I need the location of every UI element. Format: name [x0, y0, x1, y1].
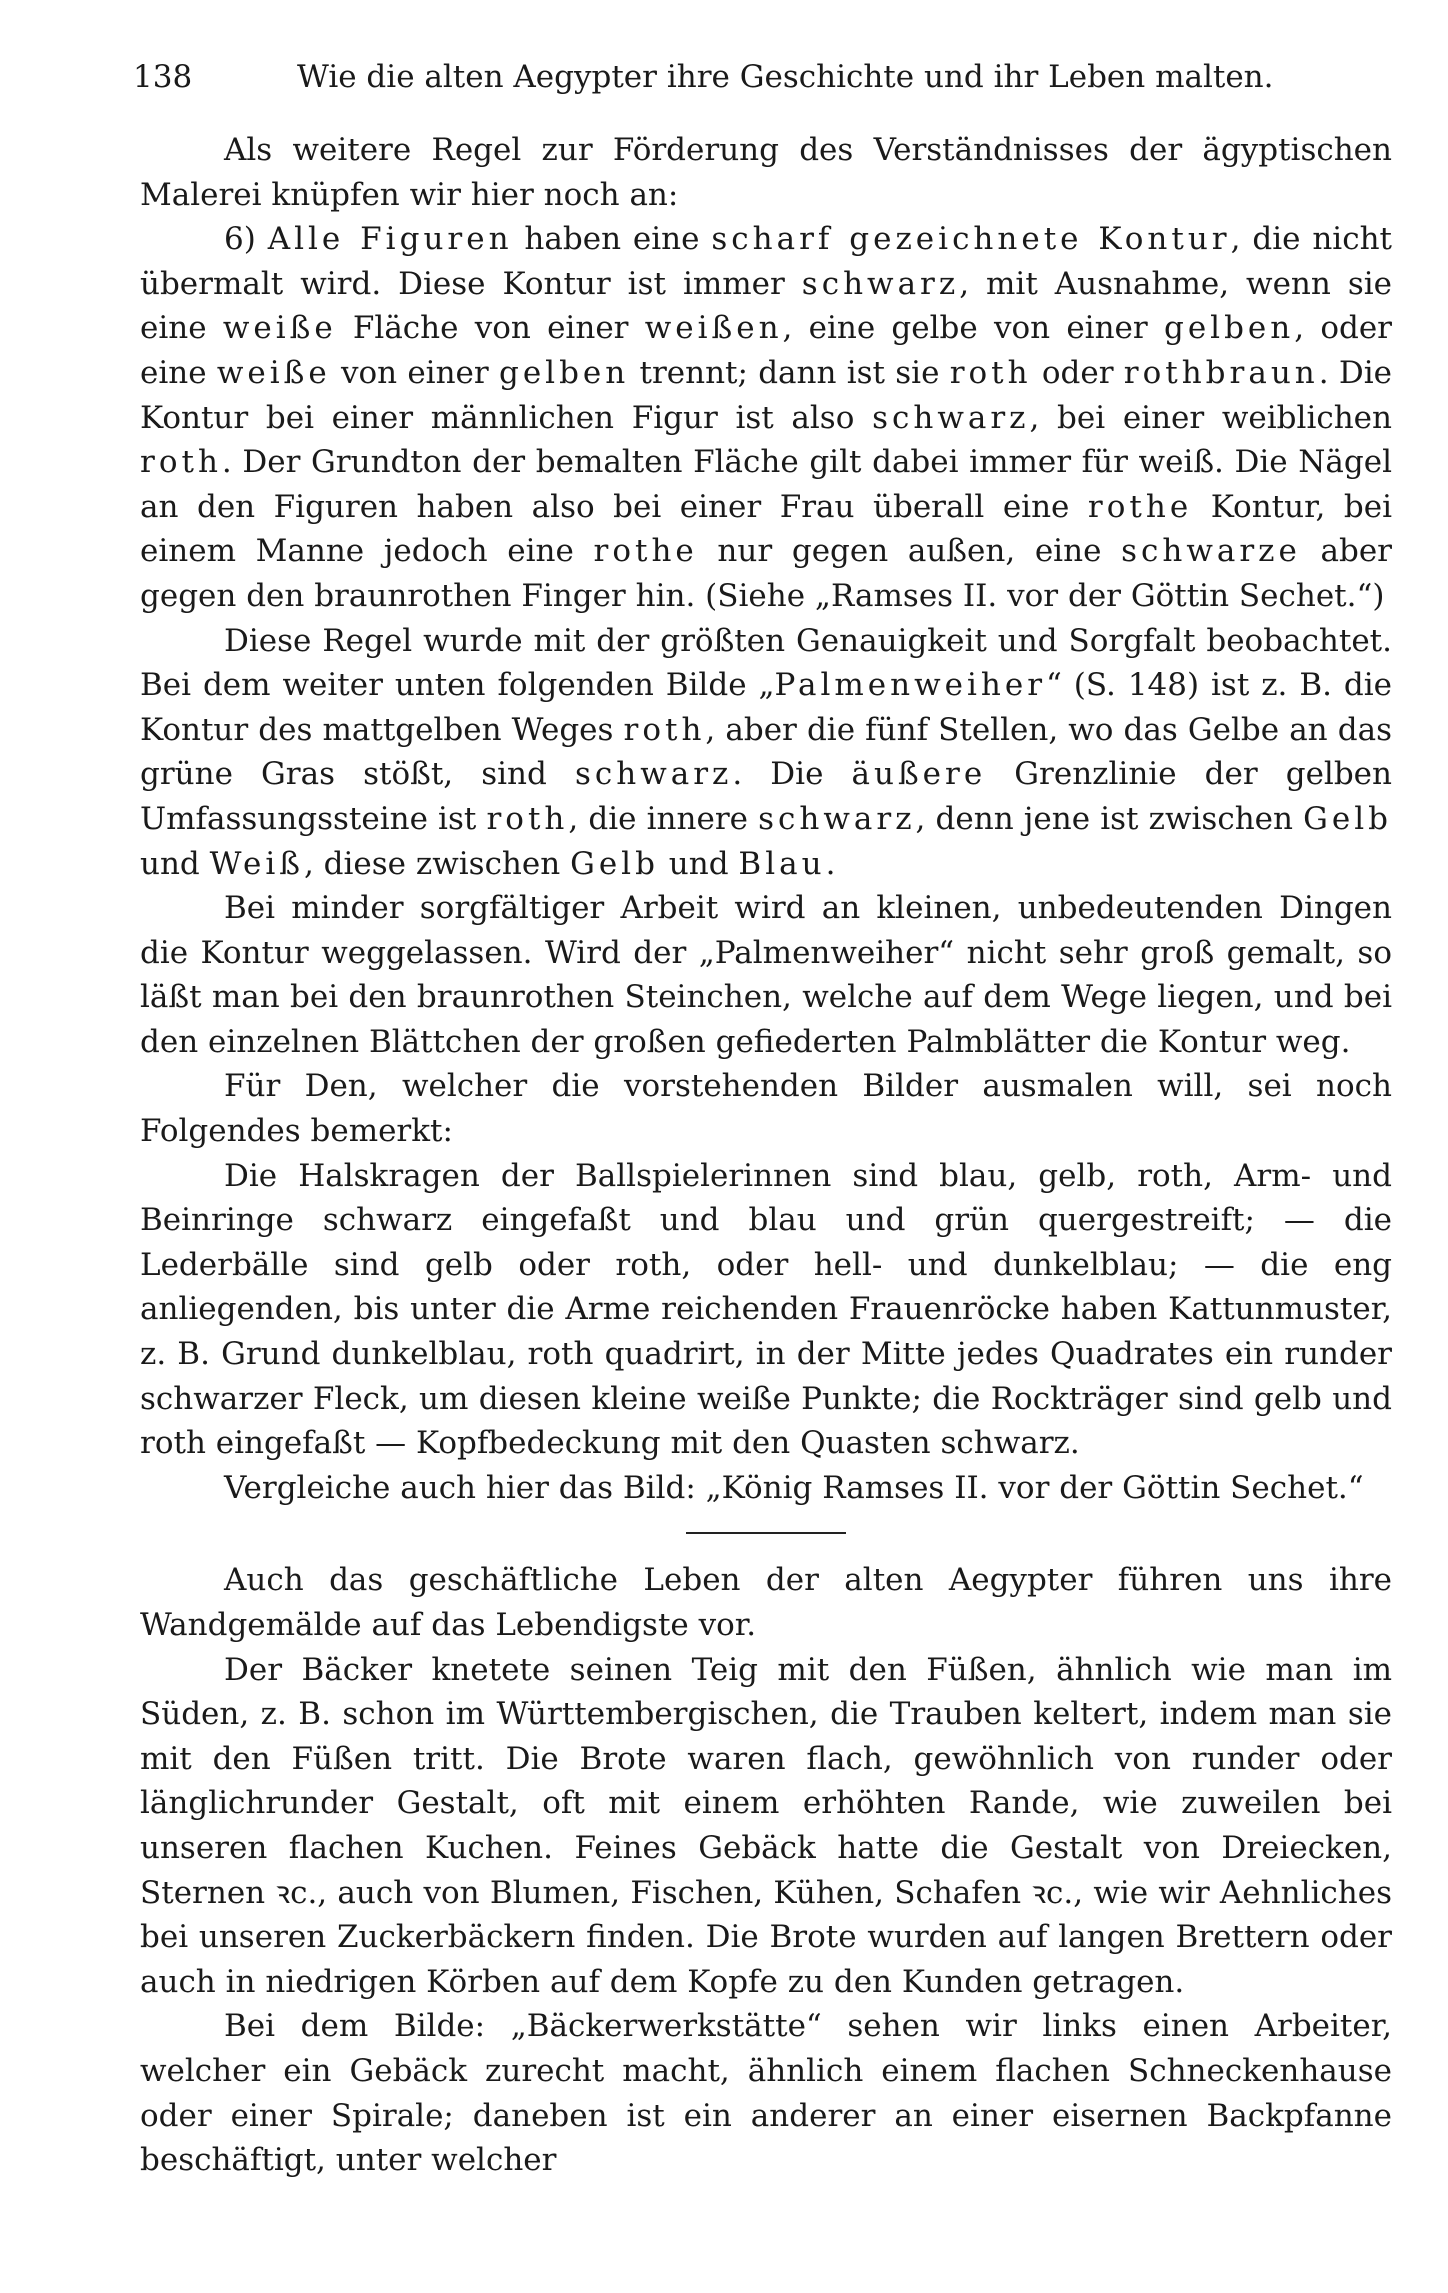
emphasis: Gelb: [570, 845, 659, 882]
text-run: Diese Regel wurde mit der größten Genauigkeit und Sorgfalt beobachtet. Bei dem weiter unten folgenden Bilde „: [140, 622, 1392, 704]
paragraph-colouring-note: Für Den, welcher die vorstehenden Bilder ausmalen will, sei noch Folgendes bemerkt:: [140, 1068, 1392, 1150]
text-run: , die nicht übermalt wird. Diese Kontur ist immer: [140, 221, 1393, 302]
text-run: . Die Kontur bei einer männlichen Figur ist also: [140, 354, 1392, 436]
emphasis: schwarz: [801, 265, 960, 302]
emphasis: schwarz: [574, 756, 733, 793]
text-run: , denn jene ist zwischen: [915, 800, 1304, 837]
emphasis: weißen: [644, 310, 783, 347]
emphasis: weiße: [222, 310, 337, 347]
paragraph-baker: Der Bäcker knetete seinen Teig mit den Füßen, ähnlich wie man im Süden, z. B. schon im Württembergischen, die Trauben keltert, indem man sie mit den Füßen tritt. Die Brote waren flach, gewöhnlich von runder oder länglichrunder Gestalt, oft mit einem erhöhten Rande, wie zuweilen bei unseren flachen Kuchen. Feines Gebäck hatte die Gestalt von Dreiecken, Sternen ꝛc., auch von Blumen, Fischen, Kühen, Schafen ꝛc., wie wir Aehnliches bei unseren Zuckerbäckern finden. Die Brote wurden auf langen Brettern oder auch in niedrigen Körben auf dem Kopfe zu den Kunden getragen.: [140, 1651, 1392, 2000]
text-run: und: [140, 845, 210, 882]
paragraph-rule-6: [140, 217, 1392, 618]
text-run: trennt; dann ist sie: [629, 354, 950, 391]
text-run: , diese zwischen: [303, 845, 571, 882]
page-body: [140, 128, 1392, 2183]
text-run: . Die: [732, 756, 852, 793]
emphasis: schwarze: [1121, 533, 1301, 570]
emphasis: Weiß: [209, 845, 304, 882]
text-run: , die innere: [568, 800, 759, 837]
text-run: , aber die fünf Stellen, wo das Gelbe an das grüne Gras stößt, sind: [140, 711, 1392, 793]
text-run: nur gegen außen, eine: [697, 533, 1122, 570]
emphasis: Alle Figuren: [267, 221, 513, 258]
emphasis: rothe: [1087, 488, 1193, 525]
paragraph-rule-intro: Als weitere Regel zur Förderung des Verständnisses der ägyptischen Malerei knüpfen wir hier noch an:: [140, 132, 1392, 213]
section-divider: [686, 1532, 846, 1534]
text-run: Grenzlinie der gelben Umfassungssteine ist: [140, 756, 1392, 837]
emphasis: Palmenweiher: [774, 667, 1047, 704]
text-run: .: [825, 845, 836, 882]
text-run: , mit Ausnahme, wenn sie eine: [140, 265, 1392, 347]
emphasis: schwarz: [758, 800, 916, 837]
paragraph-ballplayers: Die Halskragen der Ballspielerinnen sind blau, gelb, roth, Arm- und Beinringe schwarz eingefaßt und blau und grün quergestreift; — die Lederbälle sind gelb oder roth, oder hell- und dunkelblau; — die eng anliegenden, bis unter die Arme reichenden Frauenröcke haben Kattunmuster, z. B. Grund dunkelblau, roth quadrirt, in der Mitte jedes Quadrates ein runder schwarzer Fleck, um diesen kleine weiße Punkte; die Rockträger sind gelb und roth eingefaßt — Kopfbedeckung mit den Quasten schwarz.: [140, 1157, 1392, 1462]
paragraph-minor-work: Bei minder sorgfältiger Arbeit wird an kleinen, unbedeutenden Dingen die Kontur weggelassen. Wird der „Palmenweiher“ nicht sehr groß gemalt, so läßt man bei den braunrothen Steinchen, welche auf dem Wege liegen, und bei den einzelnen Blättchen der großen gefiederten Palmblätter die Kontur weg.: [140, 890, 1392, 1060]
emphasis: scharf gezeichnete Kontur: [711, 221, 1231, 258]
emphasis: gelben: [498, 354, 630, 391]
text-run: von einer: [330, 354, 499, 391]
emphasis: weiße: [216, 354, 331, 391]
text-run: “ (S. 148) ist z. B. die Kontur des mattgelben Weges: [140, 667, 1392, 748]
text-run: Kontur, bei einem Manne jedoch eine: [140, 488, 1392, 570]
text-run: und: [658, 845, 739, 882]
text-run: aber gegen den braunrothen Finger hin. (Siehe „Ramses II. vor der Göttin Sechet.“): [140, 533, 1392, 614]
text-run: , oder eine: [140, 310, 1392, 391]
text-run: haben eine: [512, 221, 712, 258]
page-number: 138: [133, 59, 193, 95]
emphasis: Gelb: [1303, 800, 1392, 837]
emphasis: schwarz: [872, 399, 1030, 436]
emphasis: Blau: [738, 845, 826, 882]
text-run: 6): [224, 221, 268, 258]
emphasis: roth: [949, 354, 1032, 391]
emphasis: äußere: [851, 756, 987, 793]
emphasis: rothe: [593, 533, 698, 570]
running-header: [133, 52, 1363, 102]
emphasis: gelben: [1163, 310, 1295, 347]
paragraph-business-life: Auch das geschäftliche Leben der alten Aegypter führen uns ihre Wandgemälde auf das Lebendigste vor.: [140, 1562, 1392, 1643]
text-run: Fläche von einer: [336, 310, 645, 347]
text-run: , eine gelbe von einer: [782, 310, 1164, 347]
paragraph-compare: Vergleiche auch hier das Bild: „König Ramses II. vor der Göttin Sechet.“: [224, 1469, 1364, 1506]
text-run: oder: [1031, 354, 1124, 391]
emphasis: roth: [140, 444, 222, 481]
emphasis: roth: [623, 711, 706, 748]
text-run: , bei einer weiblichen: [1029, 399, 1392, 436]
paragraph-bakery-picture: Bei dem Bilde: „Bäckerwerkstätte“ sehen wir links einen Arbeiter, welcher ein Gebäck zurecht macht, ähnlich einem flachen Schneckenhause oder einer Spirale; daneben ist ein anderer an einer eisernen Backpfanne beschäftigt, unter welcher: [140, 2008, 1392, 2179]
text-run: . Der Grundton der bemalten Fläche gilt dabei immer für weiß. Die Nägel an den Figuren haben also bei einer Frau überall eine: [140, 444, 1392, 525]
paragraph-rule-example: [140, 619, 1392, 887]
running-title: Wie die alten Aegypter ihre Geschichte und ihr Leben malten.: [297, 59, 1274, 95]
emphasis: rothbraun: [1123, 354, 1319, 391]
emphasis: roth: [486, 800, 569, 837]
